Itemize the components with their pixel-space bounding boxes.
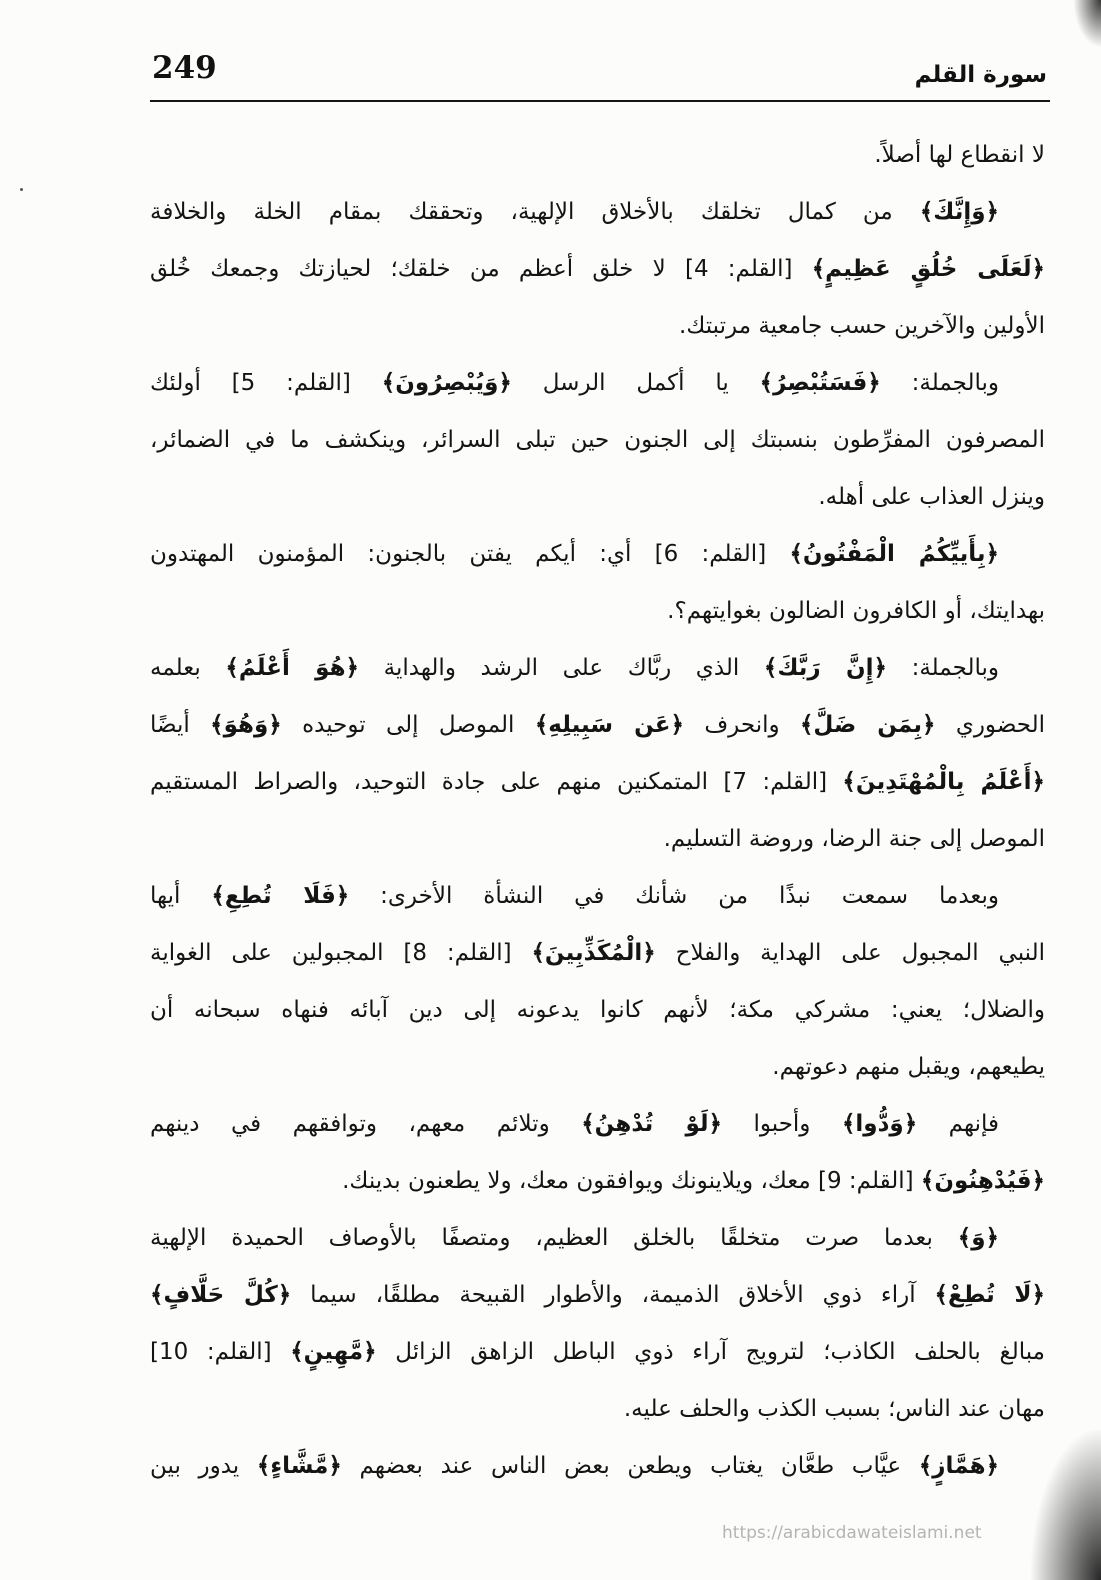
text-segment: آراء ذوي الأخلاق الذميمة، والأطوار القبيحة مطلقًا، سيما <box>291 1282 935 1308</box>
paragraph <box>150 868 1045 1096</box>
page-number: 249 <box>152 50 217 86</box>
text-segment: يطيعهم، ويقبل منهم دعوتهم. <box>772 1054 1045 1080</box>
text-line <box>150 1267 1045 1324</box>
quran-verse-quote: ﴿فَلَا تُطِعِ﴾ <box>211 883 350 909</box>
page-body-text <box>150 127 1045 1495</box>
quran-verse-quote: ﴿لَوْ تُدْهِنُ﴾ <box>581 1111 722 1137</box>
paragraph <box>150 355 1045 526</box>
quran-verse-quote: ﴿كُلَّ حَلَّافٍ﴾ <box>150 1282 292 1308</box>
text-line <box>150 868 1045 925</box>
text-line <box>150 925 1045 982</box>
quran-verse-quote: ﴿وَإِنَّكَ﴾ <box>919 199 999 225</box>
quran-verse-quote: ﴿لَا تُطِعْ﴾ <box>934 1282 1045 1308</box>
text-line <box>150 1210 1045 1267</box>
text-segment: وأحبوا <box>721 1111 842 1137</box>
scan-speck <box>20 188 23 191</box>
text-line <box>150 1096 1045 1153</box>
text-segment: [القلم: 8] المجبولين على الغواية <box>150 940 532 966</box>
quran-verse-quote: ﴿مَّشَّاءٍ﴾ <box>256 1453 342 1479</box>
text-segment: [القلم: 5] أولئك <box>150 370 382 396</box>
quran-verse-quote: ﴿أَعْلَمُ بِالْمُهْتَدِينَ﴾ <box>842 769 1045 795</box>
text-segment: يا أكمل الرسل <box>511 370 760 396</box>
text-line <box>150 469 1045 526</box>
scan-edge-shadow-top <box>1073 0 1101 48</box>
text-segment: من كمال تخلقك بالأخلاق الإلهية، وتحققك بمقام الخلة والخلافة <box>150 199 920 225</box>
text-line <box>150 1438 1045 1495</box>
text-line <box>150 754 1045 811</box>
quran-verse-quote: ﴿وَيُبْصِرُونَ﴾ <box>381 370 512 396</box>
text-segment: الأولين والآخرين حسب جامعية مرتبتك. <box>679 313 1045 339</box>
scan-edge-shadow-bottom <box>1031 1430 1101 1580</box>
text-line <box>150 1324 1045 1381</box>
quran-verse-quote: ﴿فَيُدْهِنُونَ﴾ <box>920 1168 1045 1194</box>
text-segment: [القلم: 9] معك، ويلاينونك ويوافقون معك، ولا يطعنون بدينك. <box>342 1168 921 1194</box>
text-line <box>150 526 1045 583</box>
text-segment: مبالغ بالحلف الكاذب؛ لترويج آراء ذوي الباطل الزاهق الزائل <box>376 1339 1045 1365</box>
quran-verse-quote: ﴿فَسَتُبْصِرُ﴾ <box>759 370 881 396</box>
quran-verse-quote: ﴿إِنَّ رَبَّكَ﴾ <box>763 655 887 681</box>
text-line <box>150 298 1045 355</box>
text-segment: عيَّاب طعَّان يغتاب ويطعن بعض الناس عند بعضهم <box>341 1453 919 1479</box>
text-line <box>150 241 1045 298</box>
quran-verse-quote: ﴿وَ﴾ <box>957 1225 999 1251</box>
text-line <box>150 355 1045 412</box>
text-segment: وبالجملة: <box>886 655 999 681</box>
text-segment: والضلال؛ يعني: مشركي مكة؛ لأنهم كانوا يدعونه إلى دين آبائه فنهاه سبحانه أن <box>150 997 1045 1023</box>
quran-verse-quote: ﴿الْمُكَذِّبِينَ﴾ <box>531 940 656 966</box>
text-segment: [القلم: 6] أي: أيكم يفتن بالجنون: المؤمنون المهتدون <box>150 541 790 567</box>
text-segment: فإنهم <box>917 1111 999 1137</box>
text-segment: النبي المجبول على الهداية والفلاح <box>655 940 1045 966</box>
text-segment: أيها <box>150 883 212 909</box>
paragraph <box>150 640 1045 868</box>
quran-verse-quote: ﴿هَمَّازٍ﴾ <box>918 1453 1000 1479</box>
paragraph <box>150 127 1045 184</box>
quran-verse-quote: ﴿عَن سَبِيلِهِ﴾ <box>534 712 684 738</box>
quran-verse-quote: ﴿بِأَييِّكُمُ الْمَفْتُونُ﴾ <box>789 541 999 567</box>
quran-verse-quote: ﴿لَعَلَى خُلُقٍ عَظِيمٍ﴾ <box>811 256 1045 282</box>
text-segment: [القلم: 4] لا خلق أعظم من خلقك؛ لحيازتك وجمعك خُلق <box>150 256 812 282</box>
paragraph <box>150 526 1045 640</box>
paragraph <box>150 1210 1045 1438</box>
running-header-title: سورة القلم <box>914 62 1047 88</box>
text-line <box>150 1153 1045 1210</box>
quran-verse-quote: ﴿مَّهِينٍ﴾ <box>290 1339 377 1365</box>
text-segment: المصرفون المفرِّطون بنسبتك إلى الجنون حين تبلى السرائر، وينكشف ما في الضمائر، <box>150 427 1045 453</box>
text-line <box>150 127 1045 184</box>
text-segment: الحضوري <box>935 712 1045 738</box>
text-line <box>150 184 1045 241</box>
text-line <box>150 412 1045 469</box>
paragraph <box>150 1096 1045 1210</box>
paragraph <box>150 1438 1045 1495</box>
text-segment: الذي ربَّاك على الرشد والهداية <box>359 655 764 681</box>
quran-verse-quote: ﴿وَهُوَ﴾ <box>210 712 282 738</box>
text-segment: الموصل إلى توحيده <box>281 712 535 738</box>
text-line <box>150 697 1045 754</box>
watermark-url: https://arabicdawateislami.net <box>722 1523 982 1543</box>
text-segment: يدور بين <box>150 1453 257 1479</box>
text-segment: وبالجملة: <box>880 370 999 396</box>
text-line <box>150 811 1045 868</box>
quran-verse-quote: ﴿بِمَن ضَلَّ﴾ <box>799 712 936 738</box>
quran-verse-quote: ﴿وَدُّوا﴾ <box>841 1111 918 1137</box>
text-segment: أيضًا <box>150 712 211 738</box>
text-segment: لا انقطاع لها أصلاً. <box>874 142 1045 168</box>
text-segment: وتلائم معهم، وتوافقهم في دينهم <box>150 1111 582 1137</box>
text-line <box>150 583 1045 640</box>
text-segment: بهدايتك، أو الكافرون الضالون بغوايتهم؟. <box>667 598 1045 624</box>
text-segment: وانحرف <box>683 712 800 738</box>
text-segment: مهان عند الناس؛ بسبب الكذب والحلف عليه. <box>623 1396 1045 1422</box>
quran-verse-quote: ﴿هُوَ أَعْلَمُ﴾ <box>225 655 360 681</box>
text-line <box>150 1039 1045 1096</box>
text-segment: بعلمه <box>150 655 226 681</box>
text-segment: الموصل إلى جنة الرضا، وروضة التسليم. <box>663 826 1045 852</box>
text-segment: بعدما صرت متخلقًا بالخلق العظيم، ومتصفًا بالأوصاف الحميدة الإلهية <box>150 1225 958 1251</box>
text-segment: وبعدما سمعت نبذًا من شأنك في النشأة الأخرى: <box>349 883 999 909</box>
text-line <box>150 982 1045 1039</box>
paragraph <box>150 184 1045 355</box>
text-line <box>150 640 1045 697</box>
text-segment: [القلم: 10] <box>150 1339 291 1365</box>
text-line <box>150 1381 1045 1438</box>
text-segment: [القلم: 7] المتمكنين منهم على جادة التوحيد، والصراط المستقيم <box>150 769 843 795</box>
header-rule <box>150 100 1050 102</box>
text-segment: وينزل العذاب على أهله. <box>818 484 1045 510</box>
